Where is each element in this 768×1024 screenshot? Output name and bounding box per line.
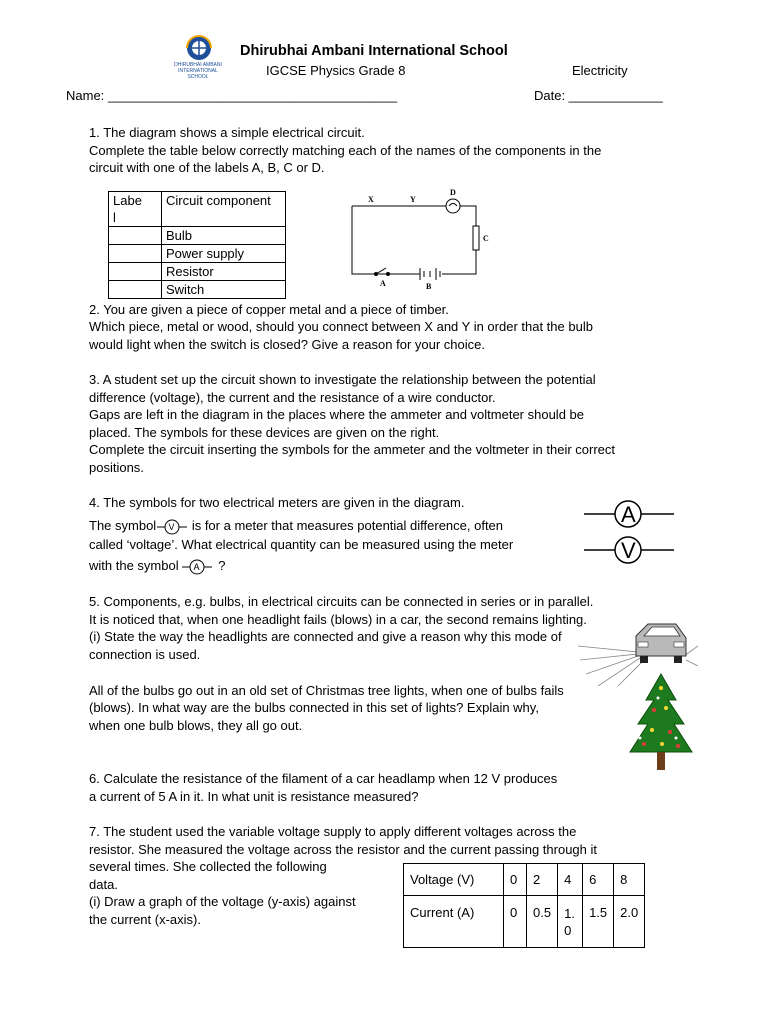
- ammeter-icon: [179, 559, 215, 575]
- voltage-cell: 0: [504, 864, 527, 896]
- q1-line-3: circuit with one of the labels A, B, C or D.: [89, 160, 325, 175]
- q5-line-4: connection is used.: [89, 647, 201, 662]
- q4-line-1: 4. The symbols for two electrical meters are given in the diagram.: [89, 495, 465, 510]
- meter-symbols: [582, 498, 676, 566]
- q7-line-1: 7. The student used the variable voltage supply to apply different voltages across the: [89, 824, 577, 839]
- current-cell: 0: [504, 896, 527, 948]
- q4-line-4: with the symbol A ?: [89, 558, 226, 573]
- q5-line-1: 5. Components, e.g. bulbs, in electrical circuits can be connected in series or in parallel.: [89, 594, 594, 609]
- q5-line-7: when one bulb blows, they all go out.: [89, 718, 303, 733]
- label-a: A: [380, 279, 386, 288]
- q5-line-5: All of the bulbs go out in an old set of Christmas tree lights, when one of bulbs fails: [89, 683, 564, 698]
- q7-line-6: the current (x-axis).: [89, 912, 201, 927]
- component-cell: Switch: [162, 281, 286, 299]
- svg-text:V: V: [168, 521, 175, 532]
- ammeter-letter: A: [621, 502, 636, 527]
- q2-line-2: Which piece, metal or wood, should you connect between X and Y in order that the bulb: [89, 319, 593, 334]
- label-cell[interactable]: [109, 281, 162, 299]
- voltage-current-table: [403, 863, 645, 948]
- q2-line-3: would light when the switch is closed? Give a reason for your choice.: [89, 337, 485, 352]
- label-x: X: [368, 195, 374, 204]
- voltage-cell: 6: [583, 864, 614, 896]
- current-label: Current (A): [404, 896, 504, 948]
- current-cell: 0.5: [527, 896, 558, 948]
- component-header: Circuit component: [162, 192, 286, 227]
- voltmeter-letter: V: [621, 538, 636, 563]
- q1-line-1: 1. The diagram shows a simple electrical circuit.: [89, 125, 365, 140]
- component-table: [108, 191, 286, 299]
- voltmeter-icon: [156, 519, 188, 535]
- svg-text:A: A: [193, 561, 200, 572]
- q3-line-3: Gaps are left in the diagram in the places where the ammeter and voltmeter should be: [89, 407, 584, 422]
- q3-line-2: difference (voltage), the current and the resistance of a wire conductor.: [89, 390, 496, 405]
- q6-line-1: 6. Calculate the resistance of the filament of a car headlamp when 12 V produces: [89, 771, 558, 786]
- voltage-cell: 4: [558, 864, 583, 896]
- component-cell: Resistor: [162, 263, 286, 281]
- q3-line-1: 3. A student set up the circuit shown to investigate the relationship between the potential: [89, 372, 596, 387]
- q6-line-2: a current of 5 A in it. In what unit is resistance measured?: [89, 789, 419, 804]
- topic: Electricity: [572, 63, 628, 78]
- label-cell[interactable]: [109, 263, 162, 281]
- current-cell: 2.0: [614, 896, 645, 948]
- label-header: Labe l: [109, 192, 162, 227]
- name-field: Name: ________________________________________: [66, 88, 398, 103]
- label-cell[interactable]: [109, 227, 162, 245]
- voltage-label: Voltage (V): [404, 864, 504, 896]
- q4-line-3: called ‘voltage’. What electrical quantity can be measured using the meter: [89, 537, 514, 552]
- course-name: IGCSE Physics Grade 8: [266, 63, 406, 78]
- christmas-tree-image: [624, 670, 698, 774]
- q3-line-4: placed. The symbols for these devices are given on the right.: [89, 425, 440, 440]
- label-cell[interactable]: [109, 245, 162, 263]
- circuit-diagram: [338, 186, 490, 294]
- label-b: B: [426, 282, 432, 291]
- component-cell: Power supply: [162, 245, 286, 263]
- label-y: Y: [410, 195, 416, 204]
- q2-line-1: 2. You are given a piece of copper metal and a piece of timber.: [89, 302, 449, 317]
- q5-line-3: (i) State the way the headlights are connected and give a reason why this mode of: [89, 629, 562, 644]
- component-cell: Bulb: [162, 227, 286, 245]
- q1-line-2: Complete the table below correctly matching each of the names of the components in the: [89, 143, 602, 158]
- label-d: D: [450, 188, 456, 197]
- label-c: C: [483, 234, 489, 243]
- q7-line-3: several times. She collected the following: [89, 859, 327, 874]
- q4-line-2: The symbol V is for a meter that measures potential difference, often: [89, 518, 504, 533]
- q5-line-2: It is noticed that, when one headlight fails (blows) in a car, the second remains lighting.: [89, 612, 587, 627]
- voltage-cell: 2: [527, 864, 558, 896]
- voltage-cell: 8: [614, 864, 645, 896]
- school-name: Dhirubhai Ambani International School: [240, 43, 508, 59]
- current-cell: 1.5: [583, 896, 614, 948]
- q7-line-2: resistor. She measured the voltage across the resistor and the current passing through it: [89, 842, 597, 857]
- q5-line-6: (blows). In what way are the bulbs connected in this set of lights? Explain why,: [89, 700, 539, 715]
- logo-text: DHIRUBHAI AMBANI INTERNATIONAL SCHOOL: [174, 62, 222, 80]
- q3-line-5: Complete the circuit inserting the symbols for the ammeter and the voltmeter in their correct: [89, 442, 615, 457]
- q3-line-6: positions.: [89, 460, 144, 475]
- q7-line-4: data.: [89, 877, 118, 892]
- date-field: Date: _____________: [534, 88, 663, 103]
- current-cell: 1. 0: [558, 896, 583, 948]
- q7-line-5: (i) Draw a graph of the voltage (y-axis) against: [89, 894, 356, 909]
